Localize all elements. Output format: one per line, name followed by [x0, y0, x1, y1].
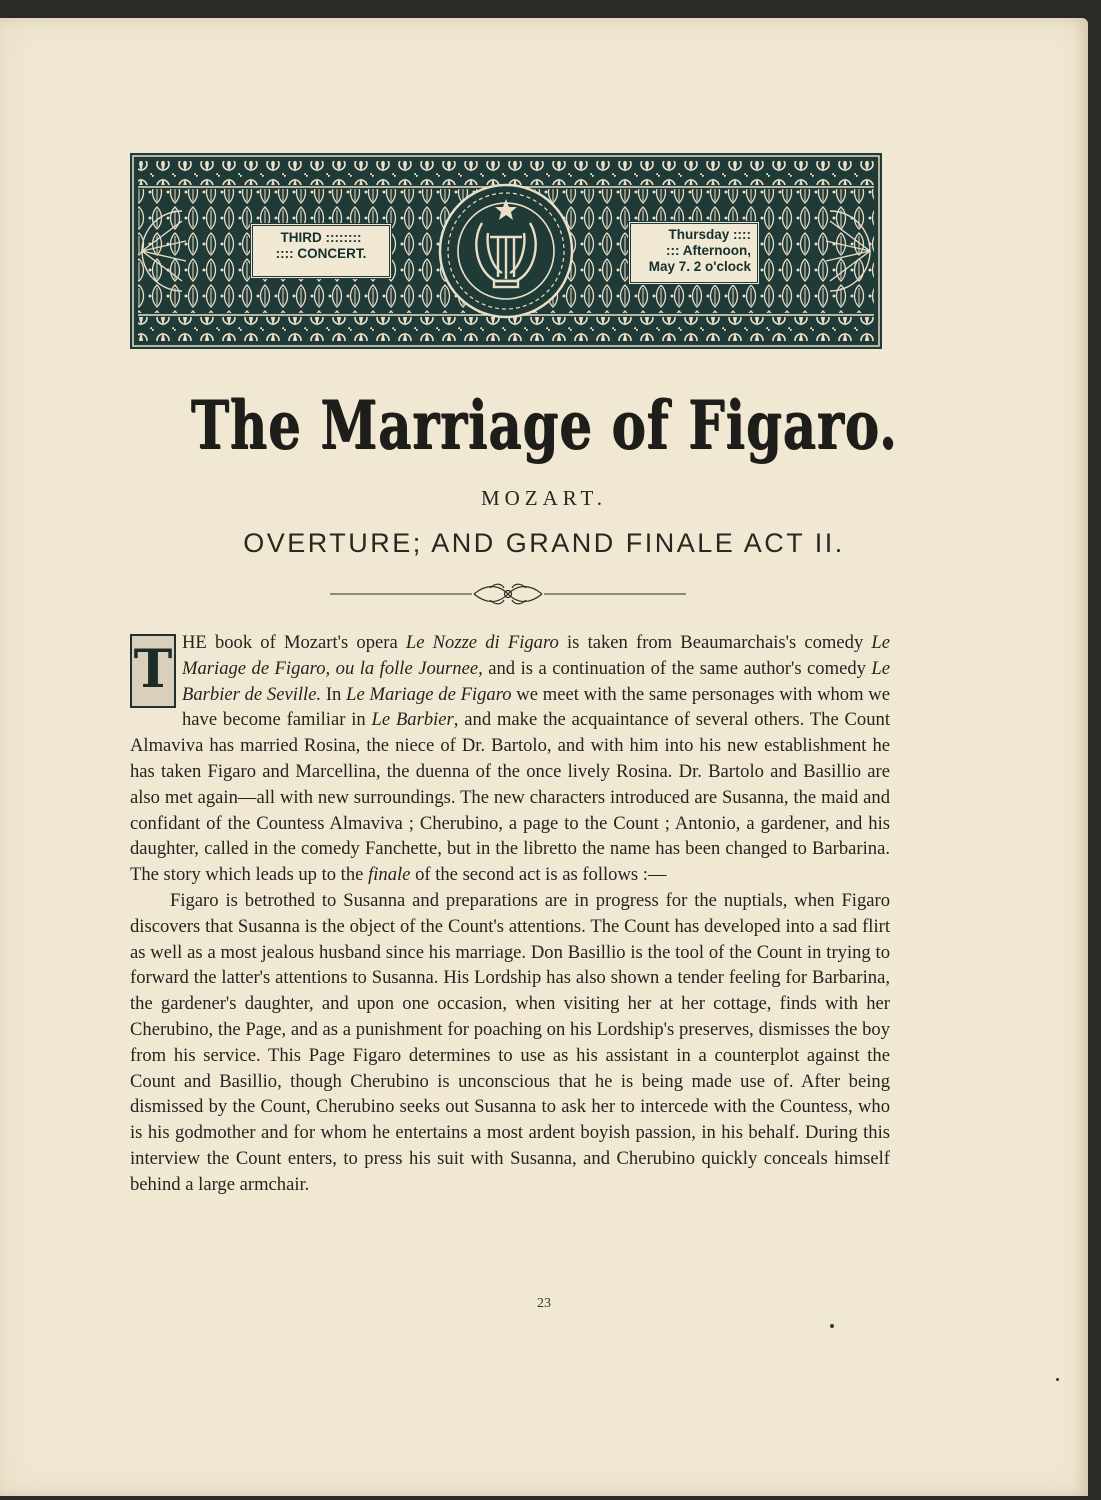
- concert-label-line: :::: CONCERT.: [275, 246, 367, 261]
- paragraph: [130, 888, 890, 1198]
- body-text-run: we meet with the same personages with whom we have become familiar in: [182, 683, 890, 731]
- page-number: 23: [537, 1296, 551, 1311]
- page-title: The Marriage of Figaro.: [190, 386, 898, 464]
- body-text-run: of the second act is as follows :—: [410, 864, 667, 886]
- body-text-run: , and make the acquaintance of several others. The Count Almaviva has married Rosina, the niece of Dr. Bartolo, and with him into his new establishment he has taken Figaro and Marcellina, the duenna of the once lively Rosina. Dr. Bartolo and Basillio are also met again—all with new surroundings. The new characters introduced are Susanna, the maid and confidant of the Countess Almaviva ; Cherubino, a page to the Count ; Antonio, a gardener, and his daughter, called in the comedy Fanchette, but in the libretto the name has been changed to Barbarina. The story which leads up to the: [130, 709, 890, 886]
- concert-label-line: THIRD ::::::::: [280, 230, 362, 245]
- concert-banner: [130, 153, 882, 349]
- italic-title-text: Le Barbier de Seville.: [182, 657, 890, 705]
- divider-ornament-icon: [330, 580, 686, 608]
- italic-title-text: Le Mariage de Figaro: [346, 683, 512, 705]
- body-text-run: Figaro is betrothed to Susanna and preparations are in progress for the nuptials, when Figaro discovers that Susanna is the object of the Count's attentions. The Count has developed into a sad flirt as well as a most jealous husband since his marriage. Don Basillio is the tool of the Count in trying to forward the latter's attentions to Susanna. His Lordship has also shown a tender feeling for Barbarina, the gardener's daughter, and upon one occasion, when visiting her at her cottage, finds with her Cherubino, the Page, and as a punishment for poaching on his Lordship's preserves, dismisses the boy from his service. This Page Figaro determines to use as his assistant in a counterplot against the Count and Basillio, though Cherubino is unconscious that he is being made use of. After being dismissed by the Count, Cherubino seeks out Susanna to ask her to intercede with the Countess, who is his godmother and for whom he entertains a most ardent boyish passion, in his behalf. During this interview the Count enters, to press his suit with Susanna, and Cherubino quickly conceals himself behind a large armchair.: [130, 889, 890, 1195]
- concert-date-line: Thursday ::::: [668, 227, 751, 242]
- drop-cap: T: [130, 634, 176, 708]
- concert-date-line: ::: Afternoon,: [666, 243, 751, 258]
- body-text-run: In: [321, 683, 347, 705]
- italic-title-text: Le Mariage de Figaro, ou la folle Journee,: [182, 632, 890, 679]
- program-notes: [130, 630, 890, 1198]
- program-page: [0, 18, 1088, 1496]
- body-text-run: HE book of Mozart's opera: [182, 632, 406, 653]
- italic-title-text: Le Barbier: [371, 709, 454, 731]
- ornamental-border-icon: [130, 153, 882, 349]
- body-text-run: is taken from Beaumarchais's comedy: [558, 632, 872, 653]
- concert-label: [250, 223, 392, 279]
- concert-date-label: [628, 221, 760, 285]
- paper-speck: [830, 1324, 834, 1328]
- italic-title-text: finale: [368, 864, 411, 886]
- concert-date-line: May 7. 2 o'clock: [648, 259, 751, 274]
- program-subtitle: OVERTURE; AND GRAND FINALE ACT II.: [243, 528, 845, 558]
- paper-speck: [1056, 1378, 1059, 1381]
- composer-name: MOZART.: [480, 486, 608, 510]
- italic-title-text: Le Nozze di Figaro: [405, 632, 559, 653]
- body-text-run: and is a continuation of the same author's comedy: [482, 657, 872, 679]
- paragraph: [130, 630, 890, 888]
